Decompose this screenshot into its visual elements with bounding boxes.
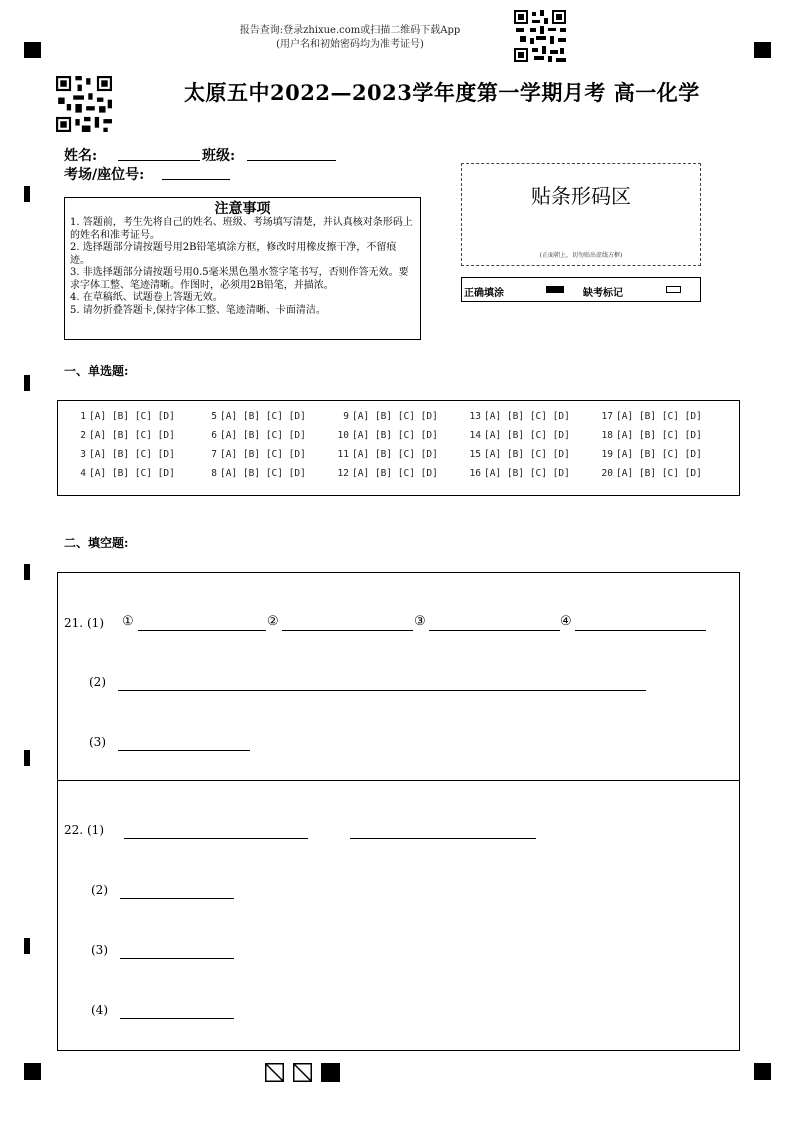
choice-number: 17 xyxy=(601,411,613,422)
choice-question-11[interactable] xyxy=(331,449,438,460)
timing-mark xyxy=(24,375,30,391)
choice-options[interactable]: [A] [B] [C] [D] xyxy=(484,411,570,422)
seat-label: 考场/座位号: xyxy=(64,167,145,183)
choice-options[interactable]: [A] [B] [C] [D] xyxy=(220,430,306,441)
choice-number: 16 xyxy=(469,468,481,479)
section-single-choice-title: 一、单选题: xyxy=(64,364,129,378)
q22-blank-1[interactable] xyxy=(124,838,308,839)
choice-question-1[interactable] xyxy=(68,411,175,422)
class-label: 班级: xyxy=(202,148,236,164)
choice-options[interactable]: [A] [B] [C] [D] xyxy=(89,449,175,460)
timing-mark xyxy=(24,186,30,202)
choice-question-7[interactable] xyxy=(199,449,306,460)
choice-question-5[interactable] xyxy=(199,411,306,422)
choice-number: 19 xyxy=(601,449,613,460)
choice-number: 3 xyxy=(80,449,86,460)
q21-blank-3[interactable] xyxy=(429,630,560,631)
q21-blank-2[interactable] xyxy=(282,630,413,631)
choice-options[interactable]: [A] [B] [C] [D] xyxy=(616,449,702,460)
notice-item-2: 2. 选择题部分请按题号用2B铅笔填涂方框，修改时用橡皮擦干净，不留痕迹。 xyxy=(70,242,397,266)
question-22-box xyxy=(57,780,740,1051)
choice-question-10[interactable] xyxy=(331,430,438,441)
question-22-part-2: (2) xyxy=(91,883,108,897)
q22-blank-5[interactable] xyxy=(120,1018,234,1019)
choice-options[interactable]: [A] [B] [C] [D] xyxy=(352,430,438,441)
timing-mark xyxy=(24,564,30,580)
choice-options[interactable]: [A] [B] [C] [D] xyxy=(89,411,175,422)
timing-mark xyxy=(24,938,30,954)
q21-circle-1: ① xyxy=(122,614,134,629)
q21-circle-2: ② xyxy=(267,614,279,629)
question-21-box xyxy=(57,572,740,781)
choice-options[interactable]: [A] [B] [C] [D] xyxy=(352,468,438,479)
q22-blank-4[interactable] xyxy=(120,958,234,959)
question-21-part-2: (2) xyxy=(89,675,106,689)
choice-number: 12 xyxy=(337,468,349,479)
notice-box xyxy=(64,197,421,340)
q22-blank-2[interactable] xyxy=(350,838,536,839)
notice-item-4: 4. 在草稿纸、试题卷上答题无效。 xyxy=(70,292,223,303)
q21-blank-4[interactable] xyxy=(575,630,706,631)
choice-options[interactable]: [A] [B] [C] [D] xyxy=(89,430,175,441)
choice-options[interactable]: [A] [B] [C] [D] xyxy=(616,468,702,479)
q21-circle-3: ③ xyxy=(414,614,426,629)
page-marker-2-icon xyxy=(293,1063,312,1082)
class-field[interactable] xyxy=(247,160,336,161)
fill-legend xyxy=(461,277,701,302)
choice-question-12[interactable] xyxy=(331,468,438,479)
choice-question-16[interactable] xyxy=(463,468,570,479)
choice-question-4[interactable] xyxy=(68,468,175,479)
choice-options[interactable]: [A] [B] [C] [D] xyxy=(484,449,570,460)
q21-blank-1[interactable] xyxy=(138,630,266,631)
choice-question-9[interactable] xyxy=(331,411,438,422)
report-hint-line1: 报告查询:登录zhixue.com或扫描二维码下载App xyxy=(239,25,461,36)
choice-question-20[interactable] xyxy=(595,468,702,479)
barcode-note: (正面朝上，切勿贴出虚线方框) xyxy=(539,252,623,259)
q21-blank-6[interactable] xyxy=(118,750,250,751)
name-label: 姓名: xyxy=(64,148,98,164)
notice-title: 注意事项 xyxy=(214,201,271,217)
choice-number: 5 xyxy=(211,411,217,422)
page-marker-1-icon xyxy=(265,1063,284,1082)
choice-number: 2 xyxy=(80,430,86,441)
choice-options[interactable]: [A] [B] [C] [D] xyxy=(220,411,306,422)
corner-mark-bottom-left xyxy=(24,1063,41,1080)
choice-number: 1 xyxy=(80,411,86,422)
q21-blank-5[interactable] xyxy=(118,690,646,691)
choice-options[interactable]: [A] [B] [C] [D] xyxy=(352,449,438,460)
choice-question-15[interactable] xyxy=(463,449,570,460)
timing-mark xyxy=(24,750,30,766)
choice-number: 15 xyxy=(469,449,481,460)
app-qr-code xyxy=(514,10,566,62)
notice-item-1: 1. 答题前，考生先将自己的姓名、班级、考场填写清楚，并认真核对条形码上的姓名和准考证号。 xyxy=(70,217,413,241)
name-field[interactable] xyxy=(118,160,200,161)
barcode-title: 贴条形码区 xyxy=(531,184,631,208)
choice-number: 20 xyxy=(601,468,613,479)
correct-fill-sample-icon xyxy=(546,286,564,293)
q22-blank-3[interactable] xyxy=(120,898,234,899)
single-choice-grid xyxy=(57,400,740,496)
report-hint xyxy=(200,24,500,52)
absent-mark-box[interactable] xyxy=(666,286,681,293)
choice-number: 10 xyxy=(337,430,349,441)
choice-number: 7 xyxy=(211,449,217,460)
q21-circle-4: ④ xyxy=(560,614,572,629)
choice-options[interactable]: [A] [B] [C] [D] xyxy=(220,468,306,479)
choice-number: 18 xyxy=(601,430,613,441)
exam-title: 太原五中2022—2023学年度第一学期月考 高一化学 xyxy=(184,80,700,105)
choice-question-3[interactable] xyxy=(68,449,175,460)
choice-options[interactable]: [A] [B] [C] [D] xyxy=(616,411,702,422)
choice-number: 14 xyxy=(469,430,481,441)
choice-question-14[interactable] xyxy=(463,430,570,441)
question-21-part-1: (1) xyxy=(87,616,104,630)
choice-options[interactable]: [A] [B] [C] [D] xyxy=(352,411,438,422)
question-21-number: 21. xyxy=(64,616,84,630)
notice-item-5: 5. 请勿折叠答题卡,保持字体工整、笔迹清晰、卡面清洁。 xyxy=(70,304,326,316)
corner-mark-top-right xyxy=(754,42,771,58)
choice-options[interactable]: [A] [B] [C] [D] xyxy=(220,449,306,460)
choice-number: 9 xyxy=(343,411,349,422)
choice-number: 6 xyxy=(211,430,217,441)
choice-number: 13 xyxy=(469,411,481,422)
student-qr-code xyxy=(56,76,112,132)
report-hint-line2: (用户名和初始密码均为准考证号) xyxy=(276,39,424,50)
choice-number: 11 xyxy=(337,449,349,460)
choice-question-13[interactable] xyxy=(463,411,570,422)
question-22-part-4: (4) xyxy=(91,1003,108,1017)
choice-options[interactable]: [A] [B] [C] [D] xyxy=(616,430,702,441)
page-marker-3 xyxy=(321,1063,340,1082)
choice-number: 8 xyxy=(211,468,217,479)
question-22-part-3: (3) xyxy=(91,943,108,957)
choice-question-17[interactable] xyxy=(595,411,702,422)
question-22-part-1: (1) xyxy=(87,823,104,837)
corner-mark-top-left xyxy=(24,42,41,58)
absent-mark-label: 缺考标记 xyxy=(583,288,623,299)
question-21-part-3: (3) xyxy=(89,735,106,749)
choice-options[interactable]: [A] [B] [C] [D] xyxy=(484,468,570,479)
choice-question-8[interactable] xyxy=(199,468,306,479)
question-22-number: 22. xyxy=(64,823,84,837)
choice-number: 4 xyxy=(80,468,86,479)
corner-mark-bottom-right xyxy=(754,1063,771,1080)
choice-options[interactable]: [A] [B] [C] [D] xyxy=(89,468,175,479)
choice-question-19[interactable] xyxy=(595,449,702,460)
choice-question-6[interactable] xyxy=(199,430,306,441)
seat-field[interactable] xyxy=(162,179,230,180)
choice-question-18[interactable] xyxy=(595,430,702,441)
section-fill-blank-title: 二、填空题: xyxy=(64,536,129,550)
barcode-area xyxy=(461,163,701,266)
correct-fill-label: 正确填涂 xyxy=(464,288,504,299)
choice-options[interactable]: [A] [B] [C] [D] xyxy=(484,430,570,441)
choice-question-2[interactable] xyxy=(68,430,175,441)
notice-item-3: 3. 非选择题部分请按题号用0.5毫米黑色墨水签字笔书写，否则作答无效。要求字体工整、笔迹清晰。作图时，必须用2B铅笔，并描浓。 xyxy=(70,267,409,291)
